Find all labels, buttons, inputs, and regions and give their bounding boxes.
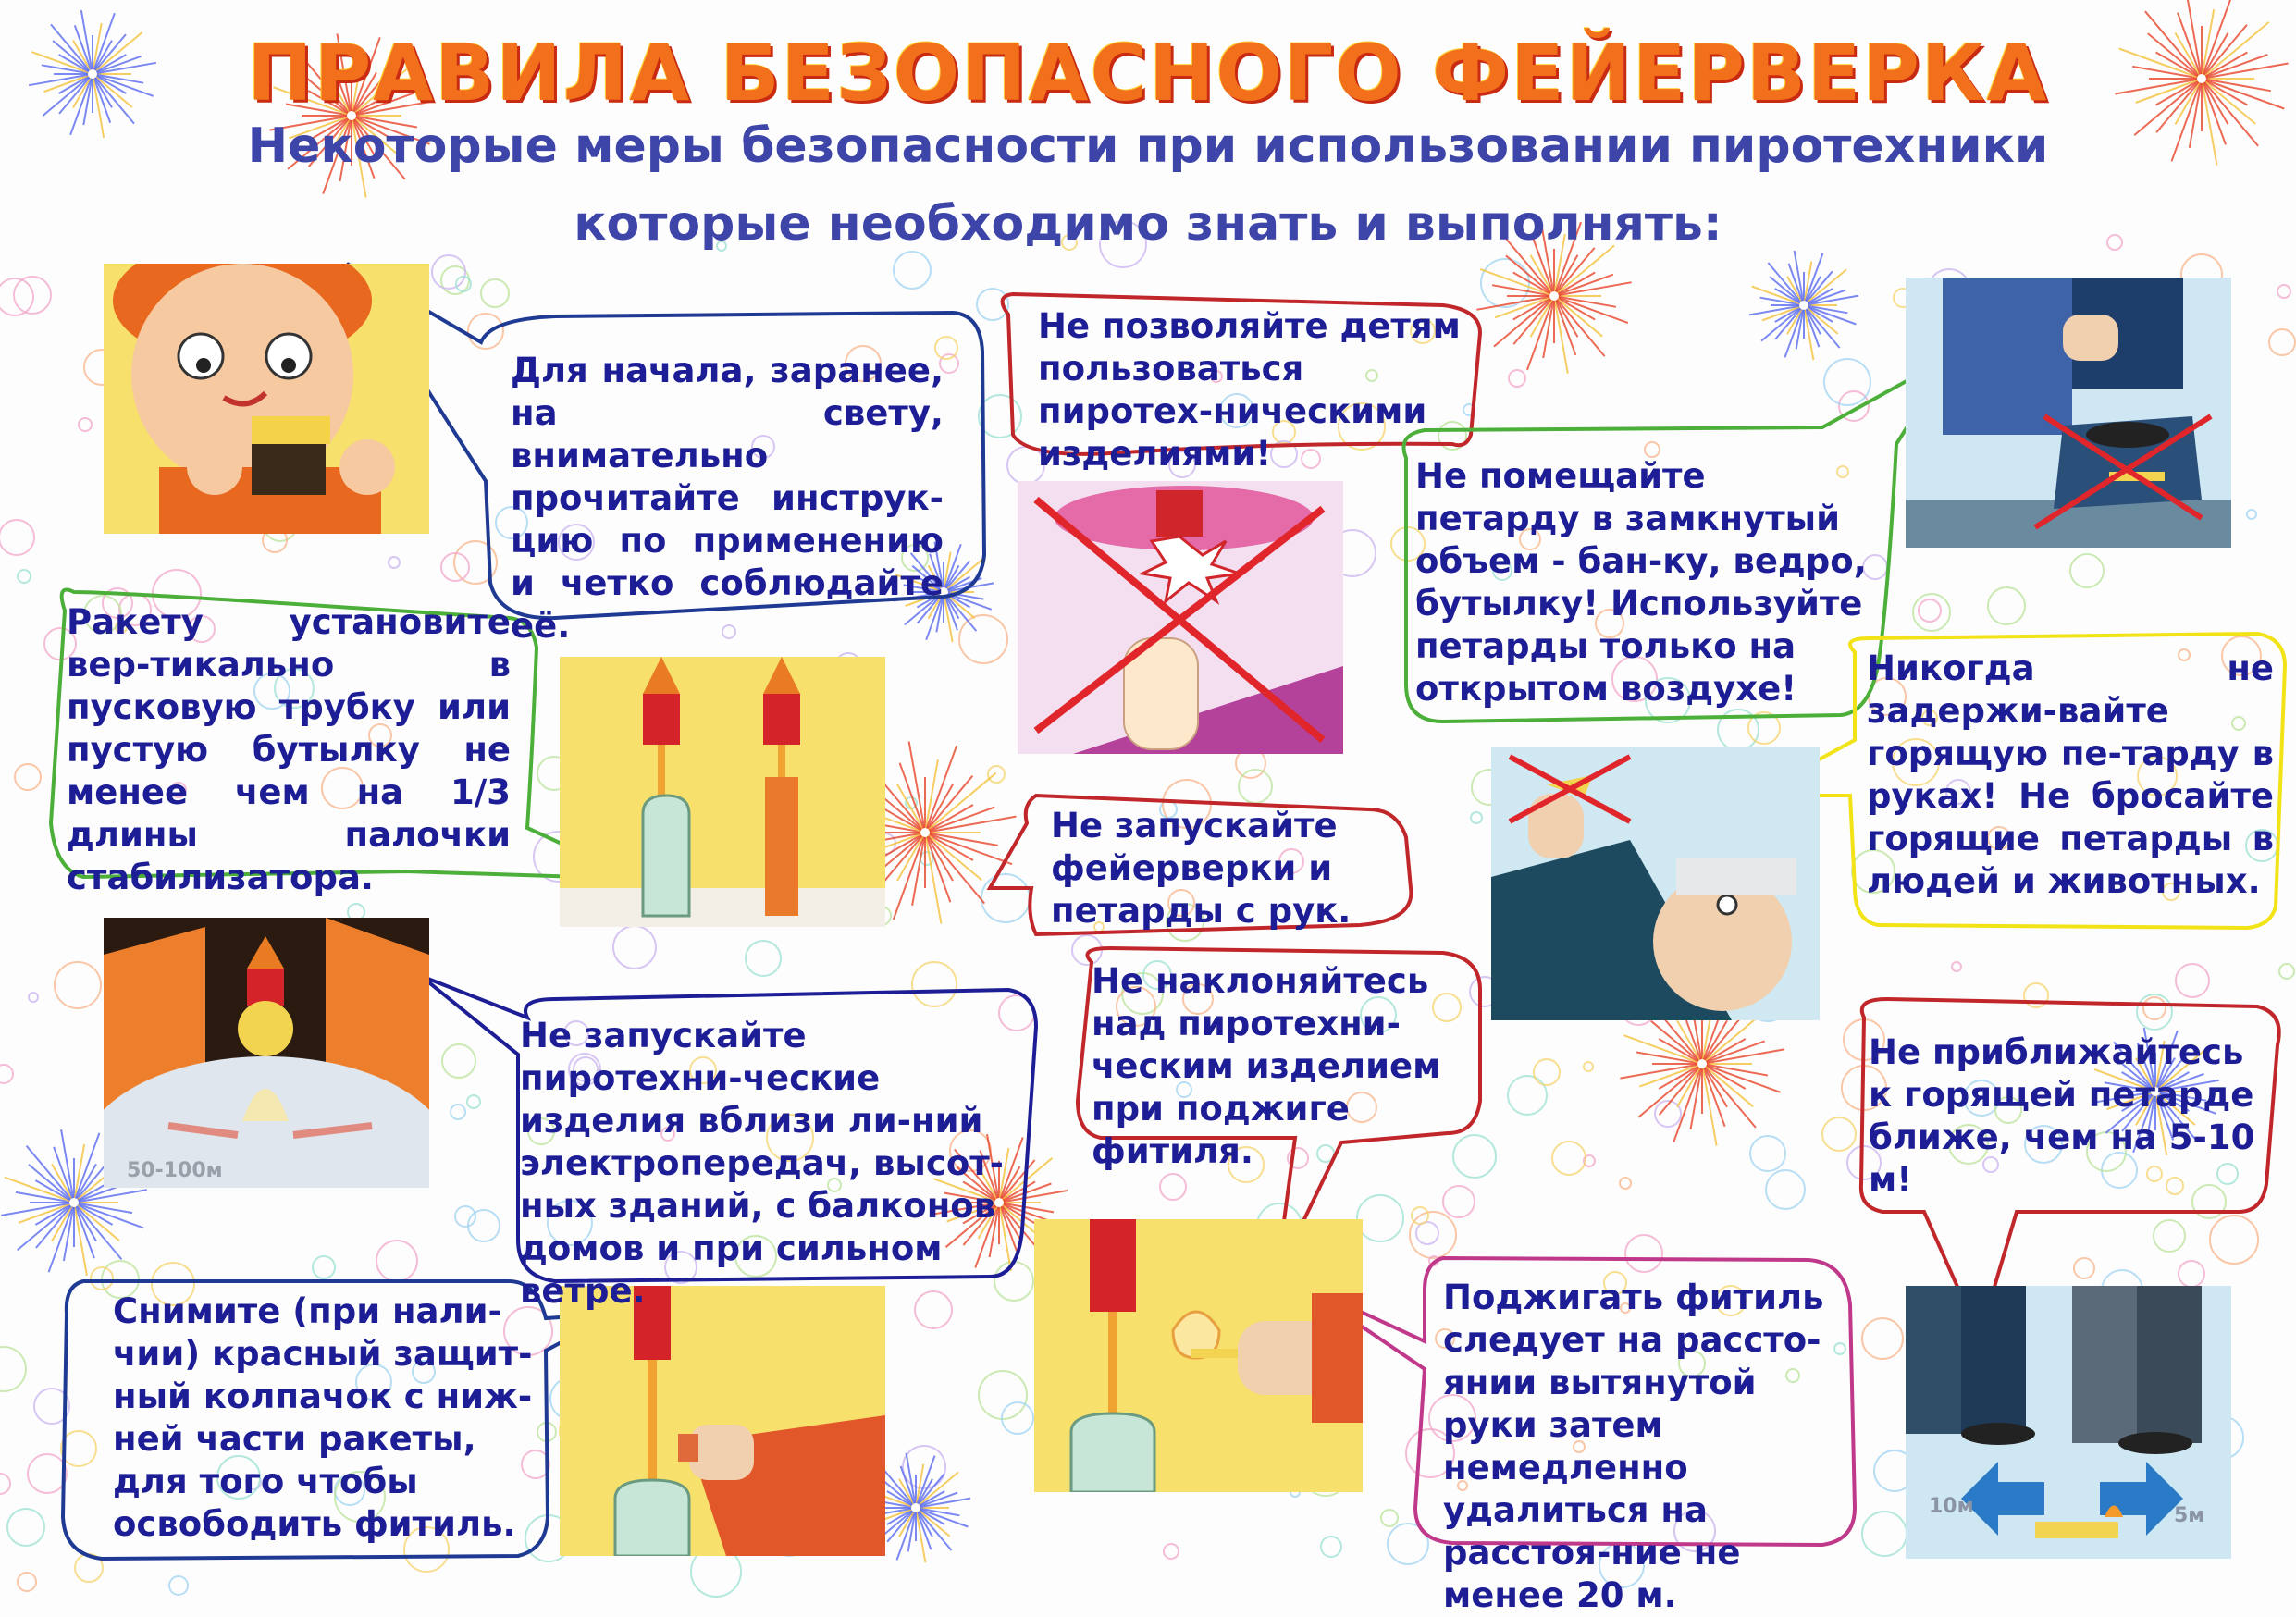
confetti-ring [746, 941, 781, 976]
picture-distance-from-firecracker [1906, 1286, 2231, 1559]
confetti-ring [2070, 554, 2104, 587]
confetti-ring [1552, 1142, 1586, 1175]
confetti-ring [979, 395, 1021, 438]
confetti-ring [467, 1095, 480, 1108]
confetti-ring [18, 570, 31, 583]
confetti-ring [169, 1576, 188, 1595]
confetti-ring [29, 993, 38, 1002]
confetti-ring [981, 874, 1030, 922]
confetti-ring [389, 557, 400, 568]
confetti-ring [1625, 1235, 1662, 1272]
picture-city-launch [104, 918, 429, 1188]
confetti-ring [977, 289, 1008, 320]
rule-power-lines: Не запускайте пиротехни-ческие изделия вблизи ли-ний электропередач, высот-ных зданий, с балконов домов и при сильном ветре. [520, 1016, 1005, 1311]
rule-no-children: Не позволяйте детям пользоваться пиротех-ническими изделиями! [1038, 306, 1461, 474]
confetti-ring [0, 1065, 13, 1083]
confetti-ring [1481, 259, 1529, 307]
confetti-ring [1750, 1136, 1785, 1171]
confetti-ring [34, 1389, 69, 1424]
confetti-ring [1357, 1195, 1403, 1241]
rule-not-from-hands: Не запускайте фейерверки и петарды с рук. [1051, 806, 1352, 931]
confetti-ring [0, 1474, 10, 1494]
confetti-ring [2154, 1220, 2185, 1252]
confetti-ring [75, 1554, 103, 1582]
confetti-ring [15, 764, 41, 790]
picture-lighting-fuse [1034, 1219, 1363, 1492]
confetti-ring [2143, 997, 2166, 1019]
confetti-ring [920, 852, 933, 865]
confetti-ring [1160, 1174, 1186, 1200]
confetti-ring [2179, 1261, 2204, 1287]
picture-holding-firecracker-crossed [1491, 747, 1820, 1020]
confetti-ring [988, 766, 1005, 783]
confetti-ring [1164, 1544, 1179, 1559]
confetti-ring [79, 418, 92, 431]
confetti-ring [2074, 1258, 2094, 1278]
confetti-ring [2176, 964, 2209, 997]
picture-remove-cap [560, 1286, 885, 1556]
rule-dont-hold: Никогда не задержи-вайте горящую пе-тарду в руках! Не бросайте горящие петарды в людей и животных. [1867, 648, 2274, 901]
rule-rocket-tube: Ракету установите вер-тикально в пусковую трубку или пустую бутылку не менее чем на 1/3 длины палочки стабилизатора. [67, 602, 511, 897]
confetti-ring [2137, 994, 2172, 1030]
confetti-ring [1471, 812, 1482, 823]
confetti-ring [1766, 1170, 1805, 1209]
rule-ignite-distance: Поджигать фитиль следует на рассто-янии вытянутой руки затем немедленно удалиться на расстоя-ние не менее 20 м. [1443, 1278, 1824, 1615]
confetti-ring [1718, 710, 1759, 750]
confetti-ring [1321, 1537, 1341, 1557]
confetti-ring [1862, 1318, 1903, 1359]
picture-firecracker-in-bucket [1906, 278, 2231, 548]
confetti-ring [7, 1509, 44, 1546]
confetti-ring [28, 1454, 67, 1493]
confetti-ring [455, 1206, 475, 1227]
confetti-ring [1919, 599, 1941, 622]
confetti-ring [1381, 1510, 1398, 1526]
confetti-ring [1509, 370, 1525, 387]
confetti-ring [2247, 510, 2256, 519]
confetti-ring [1584, 1062, 1593, 1071]
confetti-ring [55, 962, 101, 1008]
confetti-ring [959, 615, 1007, 663]
page-title: ПРАВИЛА БЕЗОПАСНОГО ФЕЙЕРВЕРКА [247, 28, 2049, 118]
confetti-ring [451, 1105, 465, 1119]
confetti-ring [0, 520, 34, 555]
confetti-ring [432, 255, 465, 289]
confetti-ring [613, 926, 656, 969]
confetti-ring [442, 1044, 475, 1078]
confetti-ring [0, 1347, 26, 1391]
picture-boy-reading [104, 264, 429, 534]
confetti-ring [454, 541, 497, 584]
rule-remove-cap: Снимите (при нали-чии) красный защит-ный колпачок с ниж-ней части ракеты, для того чтобы освободить фитиль. [113, 1291, 533, 1544]
confetti-ring [2269, 329, 2295, 355]
confetti-ring [2024, 983, 2048, 1007]
confetti-ring [1508, 1076, 1547, 1115]
confetti-ring [2210, 1216, 2258, 1264]
confetti-ring [376, 1241, 417, 1281]
rule-closed-volume: Не помещайте петарду в замкнутый объем - бан-ку, ведро, бутылку! Используйте петарды только на открытом воздухе! [1415, 456, 1867, 709]
picture-hand-firework-crossed [1018, 481, 1343, 754]
confetti-ring [1748, 712, 1780, 744]
confetti-ring [468, 1210, 500, 1241]
confetti-ring [1822, 1117, 1856, 1151]
confetti-ring [313, 1256, 335, 1278]
confetti-ring [912, 962, 957, 1006]
confetti-ring [1620, 1178, 1631, 1189]
confetti-ring [18, 1573, 36, 1591]
confetti-ring [1239, 770, 1272, 803]
firework-burst [1749, 251, 1858, 360]
confetti-ring [1862, 1512, 1907, 1556]
confetti-ring [1952, 962, 1961, 971]
rule-read-instructions: Для начала, заранее, на свету, внимательно прочитайте инструк-цию по применению и четко соблюдайте её. [511, 351, 944, 646]
confetti-ring [61, 1431, 96, 1466]
confetti-ring [894, 252, 931, 289]
confetti-ring [1824, 359, 1870, 405]
rule-dont-lean: Не наклоняйтесь над пиротехни-ческим изделием при поджиге фитиля. [1092, 961, 1441, 1171]
picture-rockets-in-bottles [560, 657, 885, 927]
confetti-ring [481, 279, 509, 307]
confetti-ring [2277, 285, 2290, 298]
confetti-ring [1388, 1524, 1428, 1564]
rule-keep-distance: Не приближайтесь к горящей петарде ближе, чем на 5-10 м! [1869, 1032, 2255, 1200]
distance-left-label: 10м [1929, 1495, 1974, 1518]
distance-right-label: 5м [2174, 1504, 2205, 1527]
confetti-ring [1988, 587, 2025, 624]
confetti-ring [2279, 964, 2294, 979]
distance-range-label: 50-100м [127, 1159, 223, 1182]
confetti-ring [1534, 1059, 1560, 1085]
confetti-ring [1416, 1222, 1438, 1244]
confetti-ring [1839, 391, 1869, 421]
page-subtitle-line-1: Некоторые меры безопасности при использовании пиротехники [247, 118, 2049, 174]
page-subtitle-line-2: которые необходимо знать и выполнять: [574, 196, 1722, 252]
confetti-ring [468, 314, 503, 349]
confetti-ring [1443, 1186, 1475, 1217]
